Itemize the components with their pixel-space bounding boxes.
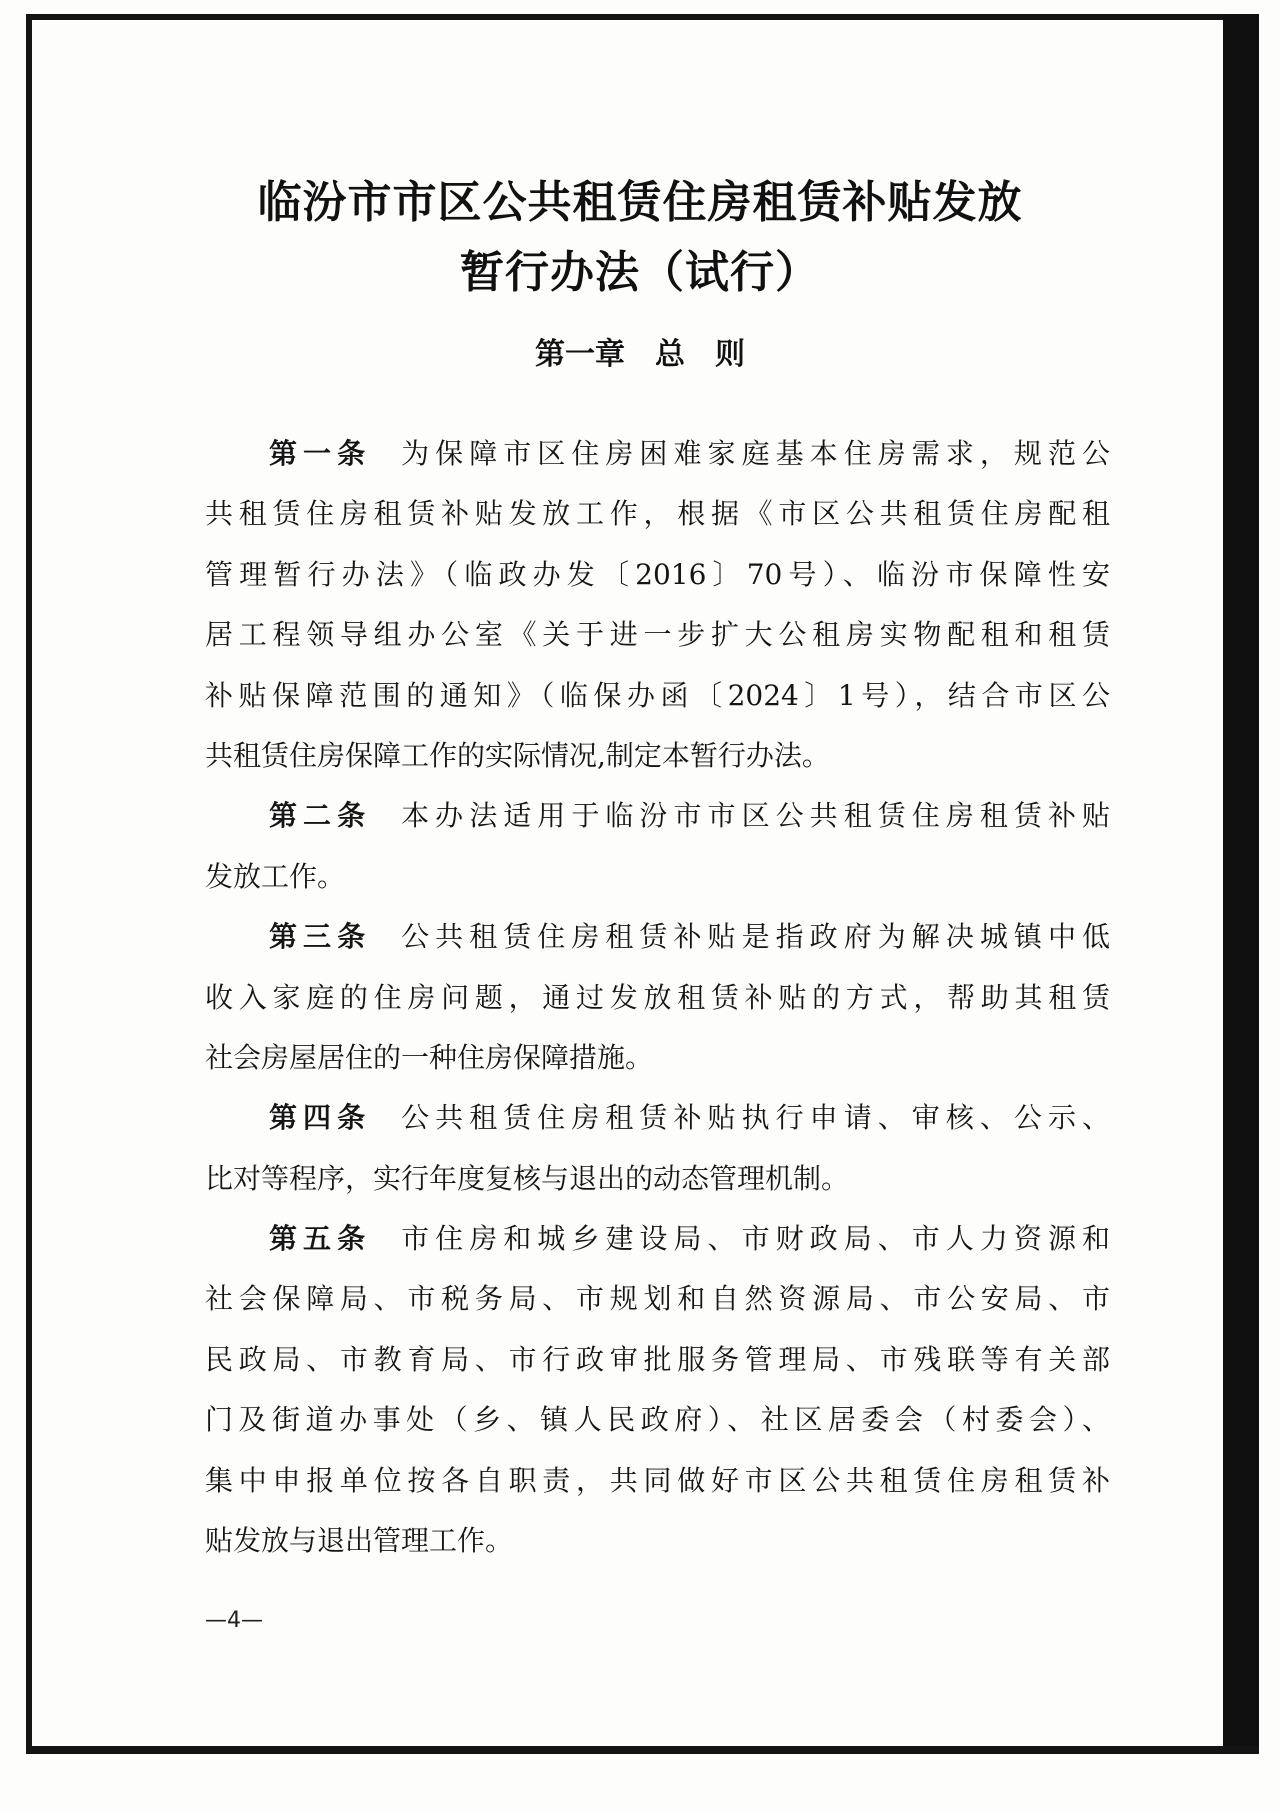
article-5-line-5: 集中申报单位按各自职责，共同做好市区公共租赁住房租赁补 [205,1463,1110,1497]
article-1-line-5: 补贴保障范围的通知》（临保办函〔2024〕1号），结合市区公 [205,678,1110,712]
document-title [140,168,1140,308]
scan-border-right [1223,14,1259,1754]
article-5-line-6: 贴发放与退出管理工作。 [205,1524,514,1558]
article-2-line-2: 发放工作。 [205,859,346,893]
article-1-line-6: 共租赁住房保障工作的实际情况,制定本暂行办法。 [205,738,830,772]
article-3-line-2: 收入家庭的住房问题，通过发放租赁补贴的方式，帮助其租赁 [205,980,1110,1014]
article-1-line-3: 管理暂行办法》（临政办发〔2016〕70号）、临汾市保障性安 [205,557,1110,591]
document-body [205,424,1110,1571]
article-4-line-1: 第四条 公共租赁住房租赁补贴执行申请、审核、公示、 [269,1101,1110,1135]
article-1-line-4: 居工程领导组办公室《关于进一步扩大公租房实物配租和租赁 [205,618,1110,652]
article-4-line-2: 比对等程序，实行年度复核与退出的动态管理机制。 [205,1161,850,1195]
scan-border-left [26,14,32,1754]
scan-border-top [26,14,1259,20]
chapter-heading: 第一章 总 则 [535,337,745,372]
title-line-2: 暂行办法（试行） [460,247,820,298]
article-1-line-2: 共租赁住房租赁补贴发放工作，根据《市区公共租赁住房配租 [205,497,1110,531]
title-line-1: 临汾市市区公共租赁住房租赁补贴发放 [257,177,1023,228]
article-3-line-1: 第三条 公共租赁住房租赁补贴是指政府为解决城镇中低 [269,920,1110,954]
scan-border-bottom [26,1746,1259,1754]
article-5-line-2: 社会保障局、市税务局、市规划和自然资源局、市公安局、市 [205,1282,1110,1316]
article-1-heading: 第一条 [269,437,372,470]
article-2-heading: 第二条 [269,799,372,833]
article-4-heading: 第四条 [269,1101,372,1135]
article-5-line-1: 第五条 市住房和城乡建设局、市财政局、市人力资源和 [269,1222,1110,1256]
article-5-line-4: 门及街道办事处（乡、镇人民政府）、社区居委会（村委会）、 [205,1403,1110,1437]
article-2-line-1: 第二条 本办法适用于临汾市市区公共租赁住房租赁补贴 [269,799,1110,833]
article-3-heading: 第三条 [269,920,372,954]
page-number: —4— [205,1608,263,1633]
article-5-line-3: 民政局、市教育局、市行政审批服务管理局、市残联等有关部 [205,1342,1110,1376]
article-3-line-3: 社会房屋居住的一种住房保障措施。 [205,1040,654,1074]
article-5-heading: 第五条 [269,1222,372,1256]
article-1-line-1: 第一条 为保障市区住房困难家庭基本住房需求，规范公 [269,437,1110,470]
